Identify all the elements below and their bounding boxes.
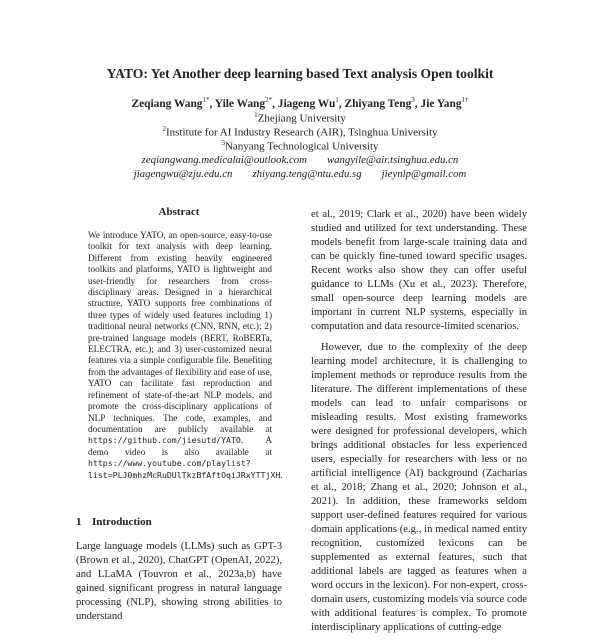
section-heading-introduction: 1 Introduction xyxy=(76,516,152,528)
author-list: Zeqiang Wang$^{1*}$, Yile Wang$^{2*}$, Jiageng Wu$^1$, Zhiyang Teng$^3$, Jie Yang$^{1\dagger}$ xyxy=(131,96,469,110)
email: zeqiangwang.medicalai@outlook.com xyxy=(141,154,307,166)
abstract-section xyxy=(76,206,282,481)
author: Jiageng Wu$^1$ xyxy=(277,96,339,110)
author: Jie Yang$^{1\dagger}$ xyxy=(420,96,469,110)
introduction-text: Large language models (LLMs) such as GPT-3 (Brown et al., 2020), ChatGPT (OpenAI, 2022), and LLaMA (Touvron et al., 2023a,b) have gained significant progress in natural language processing (NLP), showing strong abilities to understand xyxy=(76,541,282,622)
abstract-text: We introduce YATO, an open-source, easy-to-use toolkit for text analysis with deep learning. Different from existing heavily engineered toolkits and platforms, YATO is lightweight and user-friendly for researchers from cross-disciplinary areas. Designed in a hierarchical structure, YATO supports free combinations of three types of widely used features including 1) traditional neural networks (CNN, RNN, etc.); 2) pre-trained language models (BERT, RoBERTa, ELECTRA, etc.); and 3) user-customized neural features via a simple configurable file. Benefiting from the advantages of flexibility and ease of use, YATO can facilitate fast reproduction and refinement of state-of-the-art NLP models, and promote the cross-disciplinary applications of NLP techniques. The code, examples, and documentation are publicly available at https://github.com/jiesutd/YATO. A demo video is also available at https://www.youtube.com/playlist?list=PLJ0mhzMcRuDUlTkzBfAftOqiJRxYTTjXH. xyxy=(88,230,283,480)
affiliation: $^1$Zhejiang University xyxy=(254,111,346,125)
code-url-link[interactable]: https://github.com/jiesutd/YATO xyxy=(88,435,241,446)
email-line xyxy=(0,168,600,180)
email: zhiyang.teng@ntu.edu.sg xyxy=(252,168,362,180)
email: jiagengwu@zju.edu.cn xyxy=(133,168,233,180)
email-line xyxy=(0,154,600,166)
affiliation: $^2$Institute for AI Industry Research (AIR), Tsinghua University xyxy=(162,125,438,139)
paper-title: YATO: Yet Another deep learning based Text analysis Open toolkit xyxy=(106,66,494,81)
affiliation: $^3$Nanyang Technological University xyxy=(221,139,379,153)
email: jieynlp@gmail.com xyxy=(381,168,467,180)
author: Yile Wang$^{2*}$ xyxy=(214,96,273,110)
paragraph: et al., 2019; Clark et al., 2020) have been widely studied and utilized for text understanding. These models benefit from large-scale training data and can be quickly fine-tuned toward specific usages. Recent works also show they can offer useful guidance to LLMs (Xu et al., 2023). Therefore, small open-source deep learning models are important in current NLP systems, especially in computation and data resource-limited scenarios. xyxy=(311,209,527,332)
author: Zhiyang Teng$^3$ xyxy=(344,96,415,110)
email: wangyile@air.tsinghua.edu.cn xyxy=(326,154,459,166)
author: Zeqiang Wang$^{1*}$ xyxy=(131,96,210,110)
right-column-text xyxy=(311,208,527,642)
video-url-link[interactable]: https://www.youtube.com/playlist?list=PLJ0mhzMcRuDUlTkzBfAftOqiJRxYTTjXH xyxy=(88,458,281,480)
paragraph: However, due to the complexity of the deep learning model architecture, it is challenging to implement methods or reproduce results from the literature. The different implementations of these models can lead to unfair comparisons or misleading results. Most existing frameworks were designed for professional developers, which brings additional obstacles for less experienced users, especially for researchers with less or no artificial intelligence (AI) background (Zacharias et al., 2018; Zhang et al., 2020; Johnson et al., 2021). In addition, these frameworks seldom support user-defined features required for various domain applications (e.g., in medical named entity recognition, customized lexicons can be supplemented as external features, such that additional labels are tagged as features when a word occurs in the lexicon). For non-expert, cross-domain users, customizing models via source code with additional features is complex. To promote interdisciplinary applications of cutting-edge xyxy=(311,342,527,633)
abstract-heading: Abstract xyxy=(158,206,200,218)
